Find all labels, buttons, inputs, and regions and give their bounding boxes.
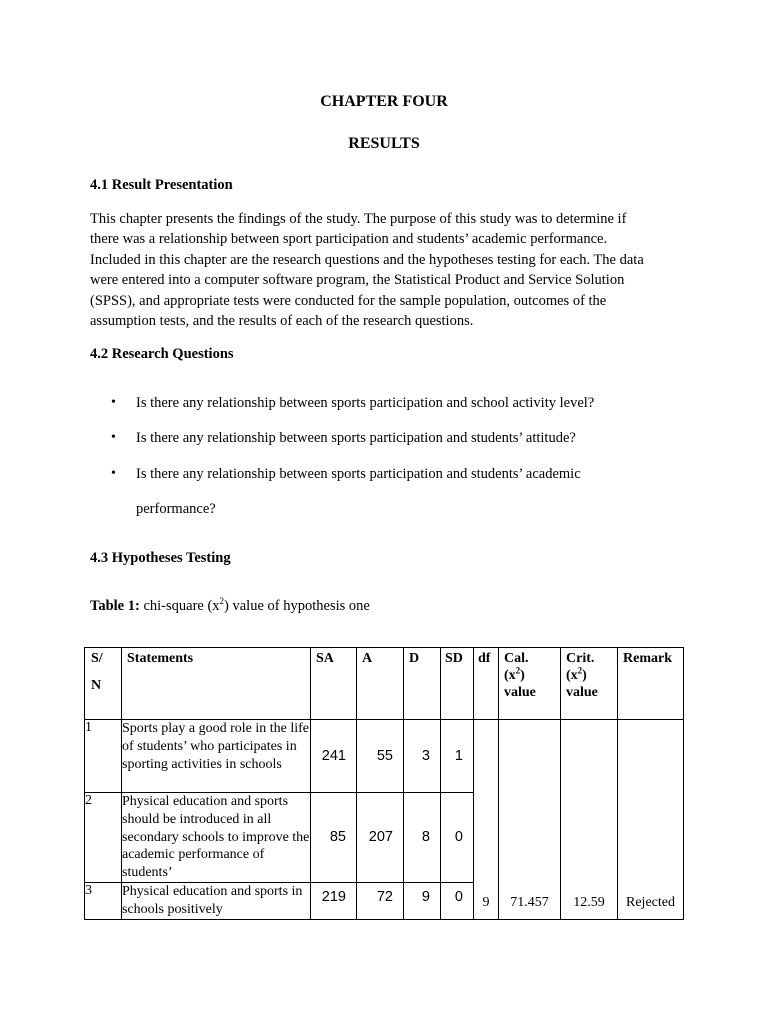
paragraph-line: there was a relationship between sport participation and students’ academic performance. [90,231,608,248]
cal-value: 71.457 [499,720,561,920]
row-d: 9 [404,882,441,919]
paragraph-line: were entered into a computer software program, the Statistical Product and Service Solution [90,272,625,289]
table-caption-superscript: 2 [219,596,225,607]
header-sn: S/ N [85,648,122,720]
row-sa: 85 [311,793,357,883]
row-sd: 1 [441,720,474,793]
paragraph-line: assumption tests, and the results of each of the research questions. [90,313,474,330]
header-cal-value: Cal. $(x^2)$ value [499,648,561,720]
row-sn: 1 [85,720,122,793]
header-statements: Statements [122,648,311,720]
row-statement: Physical education and sports in schools positively [122,882,311,919]
question-2: Is there any relationship between sports participation and students’ attitude? [136,430,576,446]
question-3-continuation: performance? [136,501,216,517]
row-d: 3 [404,720,441,793]
header-sa: SA [311,648,357,720]
row-sn: 3 [85,882,122,919]
row-statement: Physical education and sports should be introduced in all secondary schools to improve the academic performance of students’ [122,793,311,883]
table-header-row [85,648,684,720]
intro-paragraph [90,209,680,331]
row-a: 207 [357,793,404,883]
header-d: D [404,648,441,720]
paragraph-line: This chapter presents the findings of the study. The purpose of this study was to determine if [90,211,627,227]
paragraph-line: (SPSS), and appropriate tests were conducted for the sample population, outcomes of the [90,292,607,309]
question-3: Is there any relationship between sports participation and students’ academic [136,466,581,482]
table-caption-text-end: ) value of hypothesis one [224,598,370,614]
bullet-icon: • [111,430,116,445]
header-a: A [357,648,404,720]
bullet-icon: • [111,466,116,481]
header-df: df [474,648,499,720]
results-title: RESULTS [348,135,420,152]
chapter-title: CHAPTER FOUR [320,93,448,110]
header-sd: SD [441,648,474,720]
bullet-icon: • [111,395,116,410]
header-remark: Remark [618,648,684,720]
table-caption [90,598,370,615]
table-row [85,720,684,793]
remark-value: Rejected [618,720,684,920]
crit-value: 12.59 [561,720,618,920]
table-caption-label: Table 1: [90,598,140,614]
section-heading-research-questions: 4.2 Research Questions [90,346,234,362]
df-value: 9 [474,720,499,920]
question-1: Is there any relationship between sports participation and school activity level? [136,395,595,411]
row-sa: 241 [311,720,357,793]
row-statement: Sports play a good role in the life of students’ who participates in sporting activities in schools [122,720,311,793]
table-caption-text: chi-square (x [139,598,220,614]
chi-square-table [84,647,684,920]
row-sd: 0 [441,882,474,919]
row-sa: 219 [311,882,357,919]
row-a: 55 [357,720,404,793]
row-sn: 2 [85,793,122,883]
section-heading-result-presentation: 4.1 Result Presentation [90,177,233,193]
row-sd: 0 [441,793,474,883]
section-heading-hypotheses-testing: 4.3 Hypotheses Testing [90,550,231,566]
paragraph-line: Included in this chapter are the research questions and the hypotheses testing for each. The data [90,251,644,268]
row-a: 72 [357,882,404,919]
row-d: 8 [404,793,441,883]
header-crit-value: Crit. $(x^2)$ value [561,648,618,720]
